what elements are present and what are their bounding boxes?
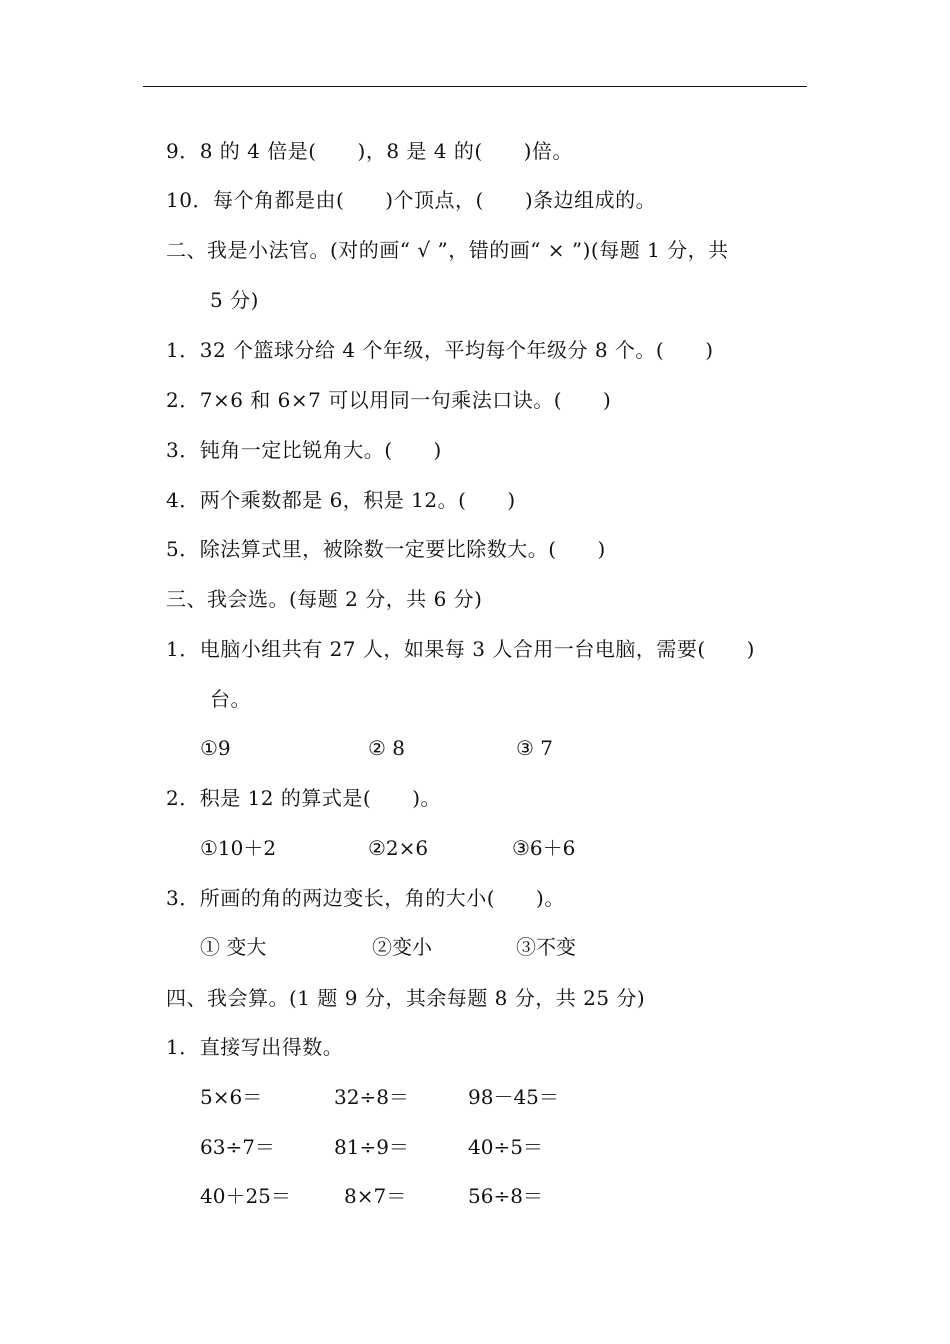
section3-q1: 1．电脑小组共有 27 人，如果每 3 人合用一台电脑，需要( ) bbox=[166, 637, 755, 661]
question-9: 9．8 的 4 倍是( )，8 是 4 的( )倍。 bbox=[166, 139, 573, 163]
calc-row1-col3: 98－45＝ bbox=[468, 1085, 559, 1109]
q1-option-2: ② 8 bbox=[368, 736, 406, 760]
q1-option-1: ①9 bbox=[200, 736, 231, 760]
calc-row1-col2: 32÷8＝ bbox=[334, 1085, 409, 1109]
section4-q1: 1．直接写出得数。 bbox=[166, 1035, 344, 1059]
q3-option-2: ②变小 bbox=[372, 935, 432, 959]
section2-item-1: 1．32 个篮球分给 4 个年级，平均每个年级分 8 个。( ) bbox=[166, 338, 714, 362]
section3-q3: 3．所画的角的两边变长，角的大小( )。 bbox=[166, 886, 565, 910]
q3-option-3: ③不变 bbox=[516, 935, 576, 959]
section3-title: 三、我会选。(每题 2 分，共 6 分) bbox=[166, 587, 483, 611]
section3-q2: 2．积是 12 的算式是( )。 bbox=[166, 786, 441, 810]
q2-option-2: ②2×6 bbox=[368, 836, 429, 860]
section2-item-4: 4．两个乘数都是 6，积是 12。( ) bbox=[166, 488, 516, 512]
section2-title-cont: 5 分) bbox=[210, 288, 259, 312]
section3-q1-cont: 台。 bbox=[210, 687, 251, 711]
section4-title: 四、我会算。(1 题 9 分，其余每题 8 分，共 25 分) bbox=[166, 986, 646, 1010]
q1-option-3: ③ 7 bbox=[516, 736, 554, 760]
calc-row3-col1: 40＋25＝ bbox=[200, 1184, 291, 1208]
question-10: 10．每个角都是由( )个顶点，( )条边组成的。 bbox=[166, 188, 657, 212]
section2-item-5: 5．除法算式里，被除数一定要比除数大。( ) bbox=[166, 537, 606, 561]
header-rule bbox=[143, 86, 807, 87]
calc-row2-col1: 63÷7＝ bbox=[200, 1135, 275, 1159]
calc-row2-col3: 40÷5＝ bbox=[468, 1135, 543, 1159]
section2-item-2: 2．7×6 和 6×7 可以用同一句乘法口诀。( ) bbox=[166, 388, 612, 412]
section2-item-3: 3．钝角一定比锐角大。( ) bbox=[166, 438, 442, 462]
section2-title: 二、我是小法官。(对的画“ √ ”，错的画“ × ”)(每题 1 分，共 bbox=[166, 238, 729, 262]
calc-row3-col2: 8×7＝ bbox=[344, 1184, 407, 1208]
q2-option-3: ③6＋6 bbox=[512, 836, 576, 860]
calc-row2-col2: 81÷9＝ bbox=[334, 1135, 409, 1159]
q3-option-1: ① 变大 bbox=[200, 935, 267, 959]
calc-row1-col1: 5×6＝ bbox=[200, 1085, 263, 1109]
calc-row3-col3: 56÷8＝ bbox=[468, 1184, 543, 1208]
q2-option-1: ①10＋2 bbox=[200, 836, 277, 860]
